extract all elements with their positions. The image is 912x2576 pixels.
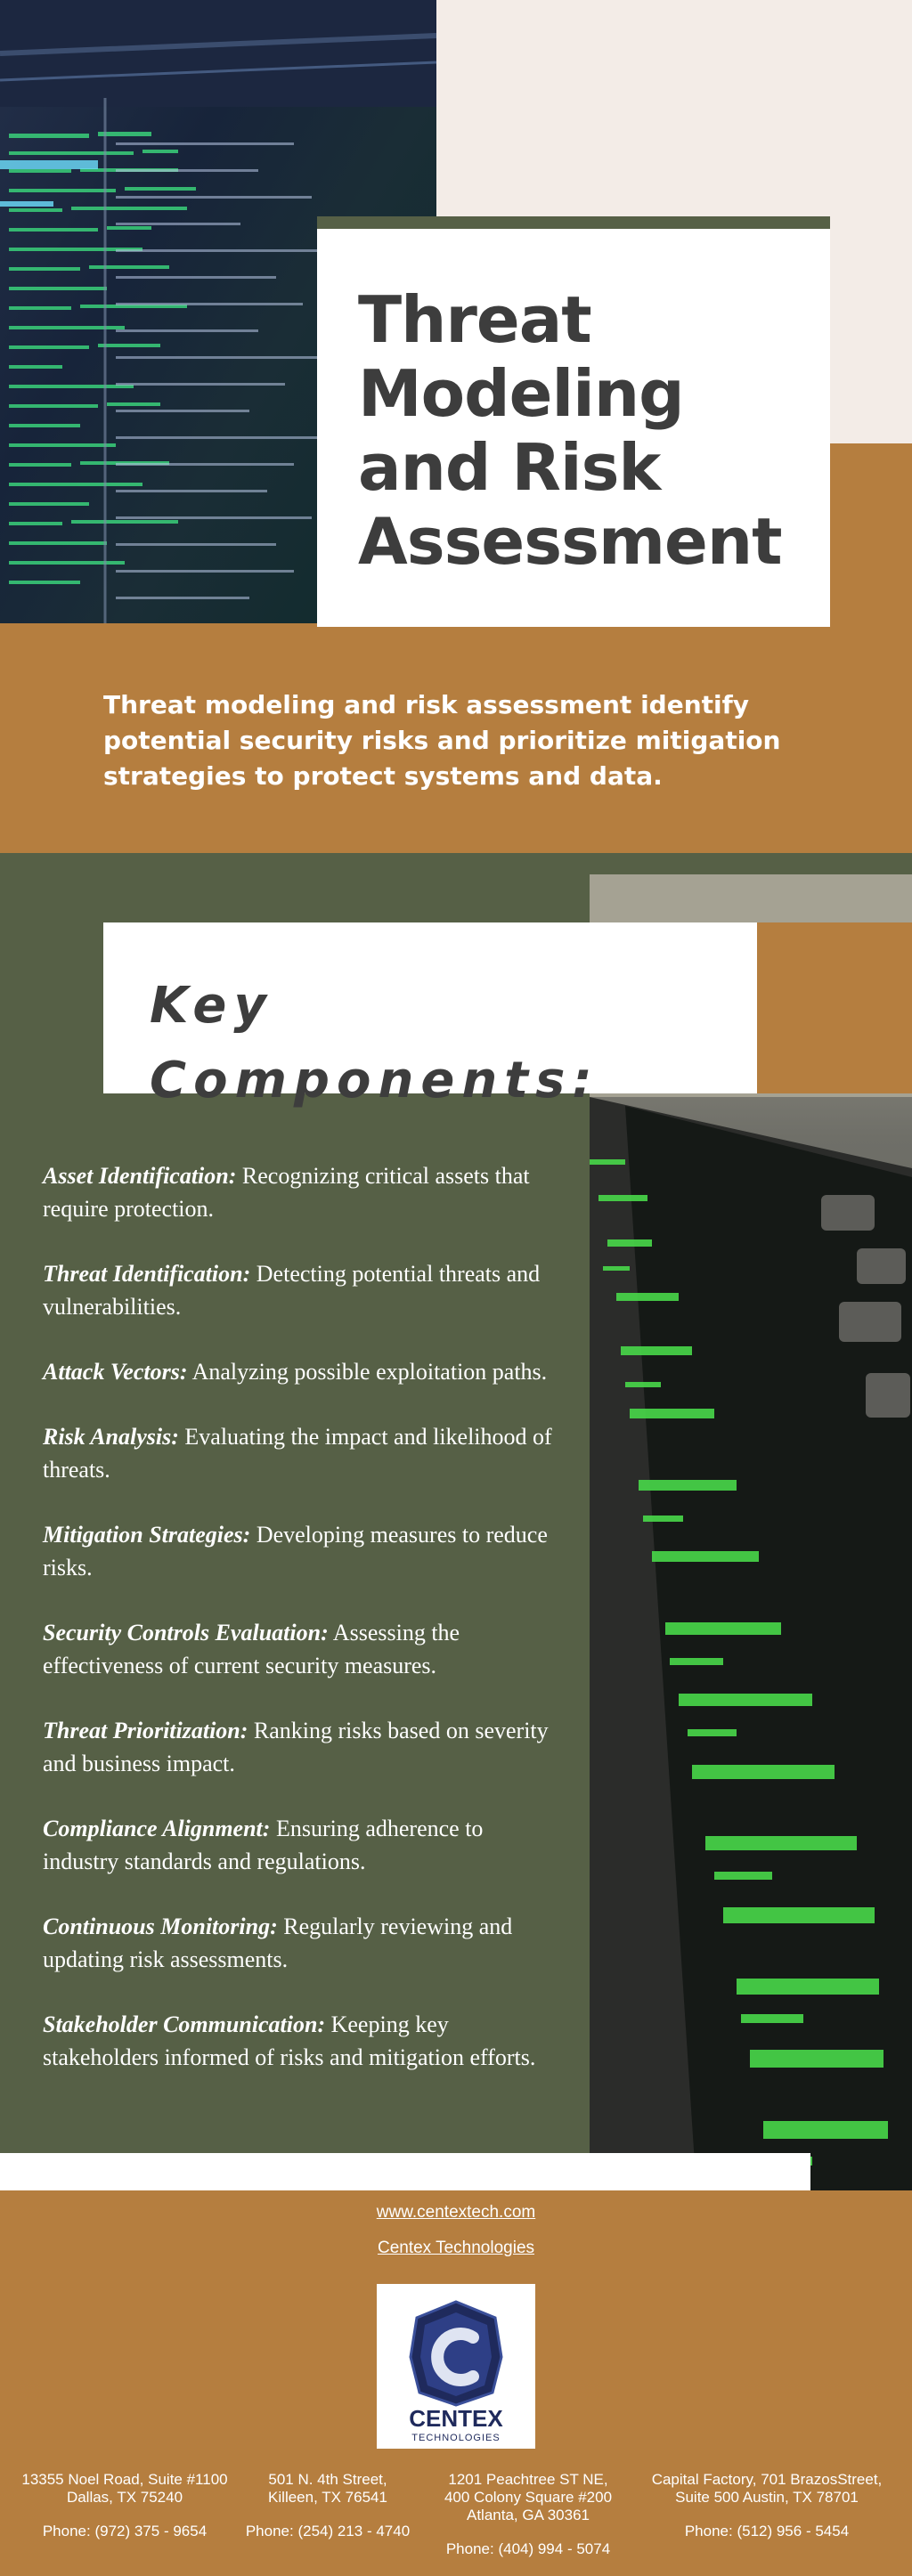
component-term: Risk Analysis:	[43, 1424, 179, 1450]
component-desc: Developing measures to reduce risks.	[43, 1522, 548, 1581]
component-term: Security Controls Evaluation:	[43, 1620, 329, 1646]
component-item	[43, 2008, 559, 2074]
office-killeen	[230, 2471, 426, 2540]
component-desc: Ensuring adherence to industry standards and regulations.	[43, 1816, 484, 1874]
component-desc: Ranking risks based on severity and business impact.	[43, 1718, 549, 1776]
component-desc: Keeping key stakeholders informed of risks and mitigation efforts.	[43, 2011, 536, 2070]
office-phone: Phone: (254) 213 - 4740	[245, 2523, 411, 2539]
component-term: Threat Prioritization:	[43, 1718, 248, 1743]
component-term: Continuous Monitoring:	[43, 1914, 278, 1939]
office-austin	[631, 2471, 903, 2540]
component-item	[43, 1616, 559, 1682]
office-dallas	[9, 2471, 240, 2540]
component-item	[43, 1910, 559, 1976]
component-item	[43, 1355, 559, 1388]
key-components-heading: Key Components:	[150, 977, 599, 1109]
component-desc: Regularly reviewing and updating risk assessments.	[43, 1914, 513, 1972]
component-term: Mitigation Strategies:	[43, 1522, 251, 1548]
logo-text: CENTEX	[409, 2405, 503, 2432]
component-item	[43, 1257, 559, 1323]
centex-logo[interactable]	[377, 2284, 535, 2449]
title-accent-bar	[317, 216, 830, 229]
company-link[interactable]: Centex Technologies	[377, 2239, 535, 2257]
components-list	[43, 1159, 559, 2106]
office-address-line: Dallas, TX 75240	[66, 2489, 183, 2506]
office-phone: Phone: (972) 375 - 9654	[42, 2523, 208, 2539]
office-address-line: 400 Colony Square #200	[444, 2489, 613, 2506]
component-term: Threat Identification:	[43, 1261, 251, 1287]
component-term: Compliance Alignment:	[43, 1816, 271, 1841]
component-desc: Assessing the effectiveness of current security measures.	[43, 1620, 460, 1678]
component-desc: Analyzing possible exploitation paths.	[187, 1359, 548, 1385]
office-address-line: 1201 Peachtree ST NE,	[448, 2471, 608, 2488]
component-item	[43, 1420, 559, 1486]
office-phone: Phone: (404) 994 - 5074	[445, 2540, 611, 2557]
office-address-line: Killeen, TX 76541	[268, 2489, 387, 2506]
office-atlanta	[426, 2471, 631, 2558]
office-phone: Phone: (512) 956 - 5454	[684, 2523, 850, 2539]
component-item	[43, 1159, 559, 1225]
component-term: Stakeholder Communication:	[43, 2011, 326, 2037]
component-desc: Evaluating the impact and likelihood of threats.	[43, 1424, 552, 1483]
page-title: Threat Modeling and Risk Assessment	[358, 282, 782, 579]
component-desc: Recognizing critical assets that require protection.	[43, 1163, 530, 1222]
component-item	[43, 1714, 559, 1780]
office-address-line: Atlanta, GA 30361	[467, 2507, 590, 2523]
office-address-line: 501 N. 4th Street,	[268, 2471, 387, 2488]
intro-paragraph: Threat modeling and risk assessment identify potential security risks and prioritize mitigation strategies to protect systems and data.	[103, 690, 781, 791]
website-link[interactable]: www.centextech.com	[376, 2203, 536, 2222]
component-term: Attack Vectors:	[43, 1359, 188, 1385]
component-item	[43, 1812, 559, 1878]
component-item	[43, 1518, 559, 1584]
office-address-line: Capital Factory, 701 BrazosStreet,	[651, 2471, 883, 2488]
component-desc: Detecting potential threats and vulnerabilities.	[43, 1261, 541, 1320]
component-term: Asset Identification:	[43, 1163, 237, 1189]
section-divider	[0, 2153, 810, 2190]
office-address-line: Suite 500 Austin, TX 78701	[675, 2489, 859, 2506]
logo-subtext: TECHNOLOGIES	[411, 2433, 501, 2443]
heading-accent-block	[757, 922, 912, 1093]
office-address-line: 13355 Noel Road, Suite #1100	[21, 2471, 228, 2488]
